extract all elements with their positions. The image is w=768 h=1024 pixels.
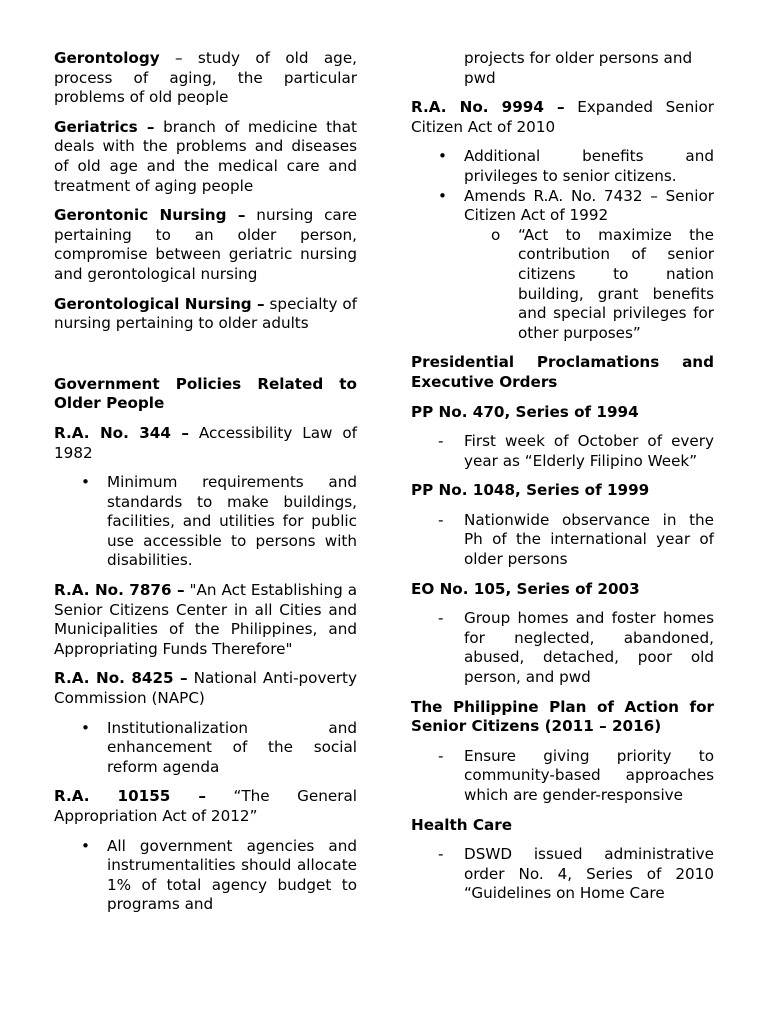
bullet-marker: • — [438, 147, 447, 166]
heading-pp-1048: PP No. 1048, Series of 1999 — [411, 481, 650, 500]
list-item: • Minimum requirements and standards to make buildings, facilities, and utilities for public use accessible to persons with disabilities. — [81, 473, 357, 570]
law-ra-9994: R.A. No. 9994 – Expanded Senior Citizen Act of 2010 — [411, 98, 714, 136]
bullet-marker: • — [81, 718, 90, 737]
definition-geriatrics: Geriatrics – branch of medicine that deals with the problems and diseases of old age and the medical care and treatment of aging people — [54, 117, 358, 195]
section-heading-gov-policies: Government Policies Related to Older People — [54, 374, 357, 413]
law-ra-344: R.A. No. 344 – Accessibility Law of 1982 — [54, 423, 358, 462]
list-item: - First week of October of every year as “Elderly Filipino Week” — [438, 432, 714, 470]
bullet-marker: • — [81, 836, 90, 855]
list-item: • All government agencies and instrumentalities should allocate 1% of total agency budget to programs and — [81, 836, 357, 914]
heading-pp-470: PP No. 470, Series of 1994 — [411, 402, 639, 421]
definition-gerontonic-nursing: Gerontonic Nursing – nursing care pertaining to an older person, compromise between geriatric nursing and gerontological nursing — [54, 206, 357, 283]
list-item: - Group homes and foster homes for neglected, abandoned, abused, detached, poor old person, and pwd — [438, 609, 714, 687]
list-item-continued: projects for older persons and pwd — [464, 49, 693, 87]
left-column — [54, 49, 357, 915]
spacer — [54, 344, 357, 375]
dash-marker: - — [438, 845, 444, 864]
list-item: - Ensure giving priority to community-based approaches which are gender-responsive — [438, 746, 714, 804]
dash-marker: - — [438, 432, 444, 451]
section-heading-proclamations: Presidential Proclamations and Executive Orders — [411, 353, 714, 391]
sub-list-item: o “Act to maximize the contribution of senior citizens to nation building, grant benefits and special privileges for other purposes” — [491, 225, 714, 342]
bullet-marker: • — [438, 186, 447, 205]
right-column — [411, 49, 714, 904]
list-item: • Institutionalization and enhancement of the social reform agenda — [81, 718, 357, 776]
heading-health-care: Health Care — [411, 815, 513, 834]
dash-marker: - — [438, 510, 444, 529]
heading-plan-of-action: The Philippine Plan of Action for Senior Citizens (2011 – 2016) — [411, 697, 714, 736]
list-item: • Additional benefits and privileges to senior citizens. — [438, 147, 714, 185]
bullet-marker: • — [81, 473, 90, 492]
law-ra-10155: R.A. 10155 – “The General Appropriation Act of 2012” — [54, 787, 357, 825]
law-ra-8425: R.A. No. 8425 – National Anti-poverty Commission (NAPC) — [54, 669, 357, 708]
law-ra-7876: R.A. No. 7876 – "An Act Establishing a Senior Citizens Center in all Cities and Municipalities of the Philippines, and Appropriating Funds Therefore" — [54, 581, 357, 658]
list-item: • Amends R.A. No. 7432 – Senior Citizen Act of 1992 — [438, 186, 714, 225]
dash-marker: - — [438, 609, 444, 628]
heading-eo-105: EO No. 105, Series of 2003 — [411, 579, 640, 598]
list-item: - Nationwide observance in the Ph of the international year of older persons — [438, 510, 714, 569]
list-item: - DSWD issued administrative order No. 4, Series of 2010 “Guidelines on Home Care — [438, 845, 714, 903]
definition-gerontology: Gerontology – study of old age, process of aging, the particular problems of old people — [54, 49, 357, 107]
dash-marker: - — [438, 746, 444, 765]
sub-bullet-marker: o — [491, 225, 501, 244]
definition-gerontological-nursing: Gerontological Nursing – specialty of nursing pertaining to older adults — [54, 294, 357, 333]
